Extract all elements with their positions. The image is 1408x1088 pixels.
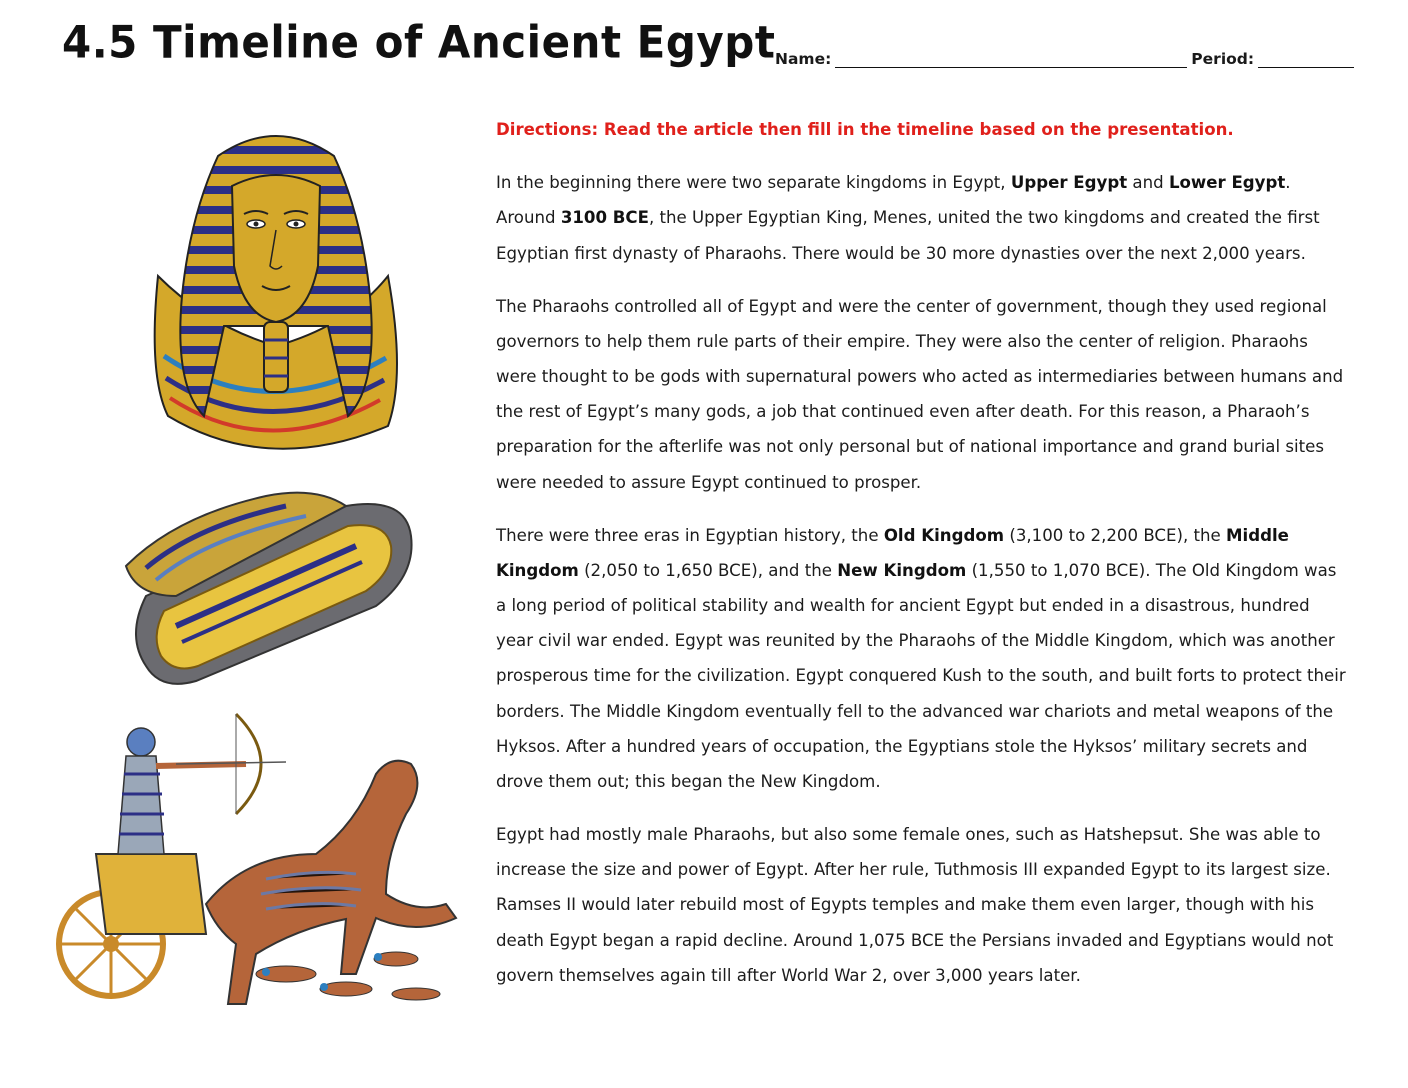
page-title: 4.5 Timeline of Ancient Egypt [62,16,776,69]
paragraph-4: Egypt had mostly male Pharaohs, but also some female ones, such as Hatshepsut. She was able to increase the size and power of Egypt. After her rule, Tuthmosis III expanded Egypt to its largest size. Ramses II would later rebuild most of Egypts temples and make them even larger, though with his death Egypt began a rapid decline. Around 1,075 BCE the Persians invaded and Egyptians would not govern themselves again till after World War 2, over 3,000 years later. [496,825,1334,985]
pharaoh-mask-icon [148,126,404,466]
paragraph-2: The Pharaohs controlled all of Egypt and were the center of government, though they used regional governors to help them rule parts of their empire. They were also the center of religion. Pharaohs were thought to be gods with supernatural powers who acted as intermediaries between humans and the rest of Egypt’s many gods, a job that continued even after death. For this reason, a Pharaoh’s preparation for the afterlife was not only personal but of national importance and grand burial sites were needed to assure Egypt continued to prosper. [496,296,1344,492]
name-period-row [775,50,1355,68]
illustration-column [56,120,476,1020]
article-text [496,112,1346,1011]
sarcophagus-icon [116,476,416,696]
name-label: Name: [775,50,832,68]
paragraph-1: In the beginning there were two separate kingdoms in Egypt, Upper Egypt and Lower Egypt. Around 3100 BCE, the Upper Egyptian King, Menes, united the two kingdoms and created the first Egyptian first dynasty of Pharaohs. There would be 30 more dynasties over the next 2,000 years. [496,173,1320,263]
period-label: Period: [1191,50,1255,68]
period-blank[interactable] [1258,51,1354,68]
paragraph-3: There were three eras in Egyptian history, the Old Kingdom (3,100 to 2,200 BCE), the Middle Kingdom (2,050 to 1,650 BCE), and the New Kingdom (1,550 to 1,070 BCE). The Old Kingdom was a long period of political stability and wealth for ancient Egypt but ended in a disastrous, hundred year civil war ended. Egypt was reunited by the Pharaohs of the Middle Kingdom, which was another prosperous time for the civilization. Egypt conquered Kush to the south, and built forts to protect their borders. The Middle Kingdom eventually fell to the advanced war chariots and metal weapons of the Hyksos. After a hundred years of occupation, the Egyptians stole the Hyksos’ military secrets and drove them out; this began the New Kingdom. [496,525,1346,792]
name-blank[interactable] [835,51,1187,68]
directions-text: Directions: Read the article then fill in the timeline based on the presentation. [496,120,1234,139]
chariot-archer-icon [56,704,476,1014]
